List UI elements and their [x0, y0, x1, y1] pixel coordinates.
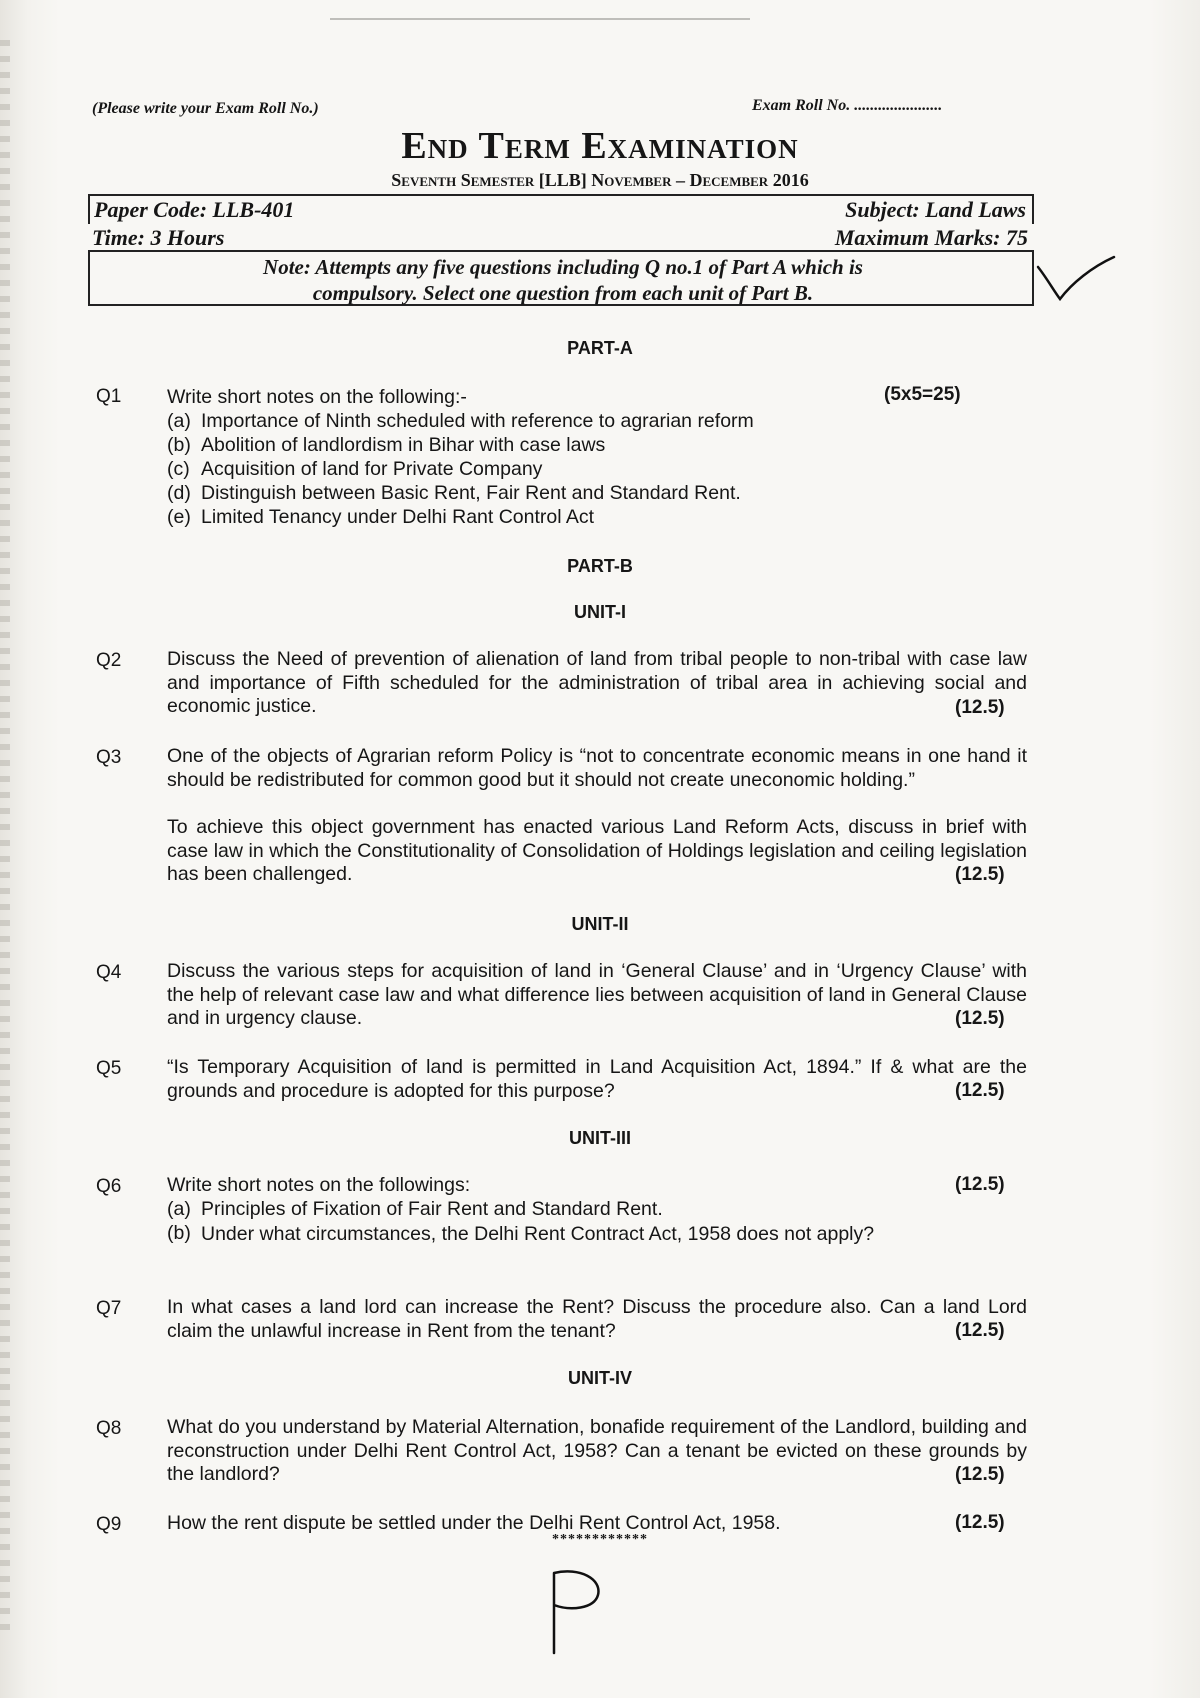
- question-marks: (12.5): [955, 1174, 1005, 1195]
- unit-4-heading: UNIT-IV: [567, 1368, 632, 1388]
- exam-roll-number-field: Exam Roll No. ......................: [752, 97, 943, 114]
- paper-code: Paper Code: LLB-401: [94, 197, 295, 222]
- scan-line-artifact: [330, 18, 750, 20]
- question-number: Q7: [96, 1298, 122, 1319]
- question-text: How the rent dispute be settled under the Delhi Rent Control Act, 1958.: [167, 1512, 781, 1534]
- sub-question: (a) Importance of Ninth scheduled with reference to agrarian reform: [167, 410, 754, 432]
- end-of-paper-mark: ************: [552, 1532, 648, 1547]
- question-text: Discuss the Need of prevention of alienation of land from tribal people to non-tribal with case law and importance of Fifth scheduled for the administration of tribal area in achieving social and economic justice.: [167, 648, 1027, 717]
- subject: Subject: Land Laws: [845, 197, 1026, 222]
- question-marks: (12.5): [955, 1512, 1005, 1533]
- part-a-heading: PART-A: [567, 338, 633, 358]
- instructions-line-1: Note: Attempts any five questions including Q no.1 of Part A which is: [263, 255, 863, 279]
- time-allowed: Time: 3 Hours: [92, 225, 225, 250]
- part-b-heading: PART-B: [567, 556, 633, 576]
- unit-1-heading: UNIT-I: [574, 602, 626, 622]
- question-marks: (12.5): [955, 697, 1005, 718]
- scan-edge-artifact: [0, 40, 10, 1640]
- question-number: Q9: [96, 1514, 122, 1535]
- question-text: Write short notes on the following:-: [167, 386, 467, 408]
- question-number: Q3: [96, 747, 122, 768]
- sub-question: (d) Distinguish between Basic Rent, Fair Rent and Standard Rent.: [167, 482, 741, 504]
- question-number: Q8: [96, 1418, 122, 1439]
- unit-3-heading: UNIT-III: [569, 1128, 631, 1148]
- unit-2-heading: UNIT-II: [571, 914, 629, 934]
- question-text: Write short notes on the followings:: [167, 1174, 471, 1196]
- instructions-note: [90, 254, 1036, 306]
- paper-info-row: [88, 194, 1034, 224]
- question-number: Q4: [96, 962, 122, 983]
- question-text: To achieve this object government has enacted various Land Reform Acts, discuss in brief with case law in which the Constitutionality of Consolidation of Holdings legislation and ceiling legislation has been challenged.: [167, 816, 1027, 885]
- question-marks: (5x5=25): [884, 384, 961, 405]
- question-marks: (12.5): [955, 1080, 1005, 1101]
- sub-question: (e) Limited Tenancy under Delhi Rant Control Act: [167, 506, 595, 528]
- sub-question: (b) Abolition of landlordism in Bihar with case laws: [167, 434, 606, 456]
- sub-question: (a) Principles of Fixation of Fair Rent and Standard Rent.: [167, 1198, 663, 1220]
- exam-subtitle: Seventh Semester [LLB] November – December 2016: [391, 170, 809, 190]
- question-number: Q1: [96, 386, 122, 407]
- question-text: “Is Temporary Acquisition of land is permitted in Land Acquisition Act, 1894.” If & what are the grounds and procedure is adopted for this purpose?: [167, 1056, 1027, 1102]
- question-marks: (12.5): [955, 864, 1005, 885]
- question-marks: (12.5): [955, 1320, 1005, 1341]
- exam-title: End Term Examination: [401, 125, 799, 167]
- question-text: What do you understand by Material Alternation, bonafide requirement of the Landlord, building and reconstruction under Delhi Rent Control Act, 1958? Can a tenant be evicted on these grounds by the landlord?: [167, 1416, 1027, 1485]
- sub-question: (c) Acquisition of land for Private Company: [167, 458, 543, 480]
- question-marks: (12.5): [955, 1464, 1005, 1485]
- time-marks-row: [88, 224, 1034, 252]
- question-text: In what cases a land lord can increase the Rent? Discuss the procedure also. Can a land Lord claim the unlawful increase in Rent from the tenant?: [167, 1296, 1027, 1342]
- roll-number-instruction: (Please write your Exam Roll No.): [92, 100, 319, 117]
- question-text: One of the objects of Agrarian reform Policy is “not to concentrate economic means in one hand it should be redistributed for common good but it should not create uneconomic holding.”: [167, 745, 1027, 791]
- handwritten-check-mark-icon: [1036, 255, 1116, 305]
- question-number: Q6: [96, 1176, 122, 1197]
- question-text: Discuss the various steps for acquisition of land in ‘General Clause’ and in ‘Urgency Clause’ with the help of relevant case law and what difference lies between acquisition of land in General Clause and in urgency clause.: [167, 960, 1027, 1029]
- question-number: Q5: [96, 1058, 122, 1079]
- maximum-marks: Maximum Marks: 75: [834, 225, 1028, 250]
- handwritten-p-mark-icon: [540, 1565, 610, 1655]
- question-marks: (12.5): [955, 1008, 1005, 1029]
- instructions-line-2: compulsory. Select one question from each unit of Part B.: [312, 281, 814, 305]
- question-number: Q2: [96, 650, 122, 671]
- sub-question: (b) Under what circumstances, the Delhi Rent Contract Act, 1958 does not apply?: [167, 1222, 875, 1245]
- instructions-box: [88, 250, 1034, 306]
